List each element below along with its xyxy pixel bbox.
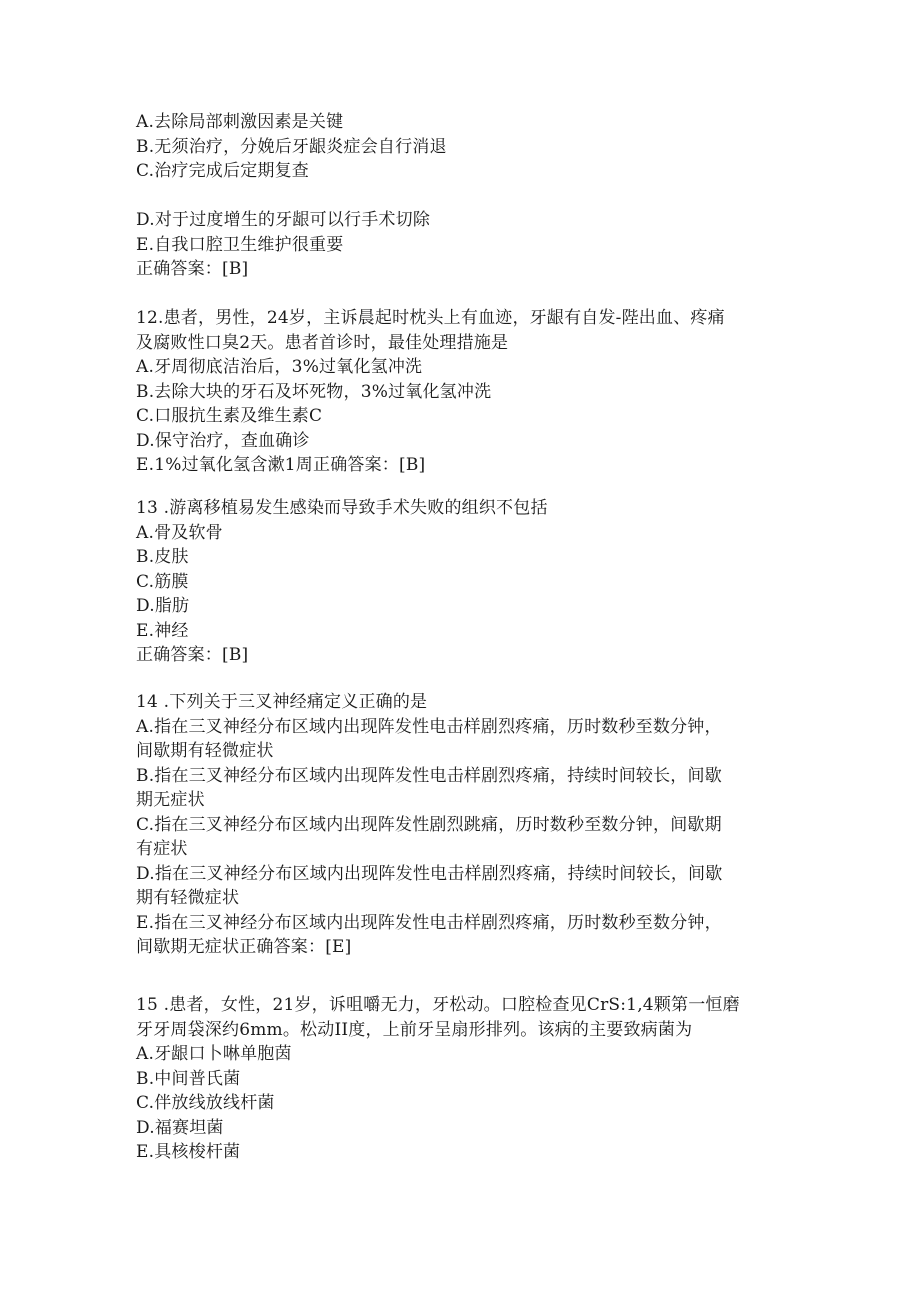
option-e: E.神经	[136, 620, 189, 641]
option-e: E.具核梭杆菌	[136, 1142, 241, 1162]
option-a: A.去除局部刺激因素是关键	[136, 112, 344, 132]
q11-options-part2	[136, 208, 796, 282]
option-e: E.自我口腔卫生维护很重要	[136, 234, 344, 255]
option-d: D.对于过度增生的牙龈可以行手术切除	[136, 210, 431, 230]
option-e-answer: 间歇期无症状正确答案：[E]	[136, 937, 352, 957]
option-d: D.脂肪	[136, 596, 190, 616]
option-b: B.去除大块的牙石及坏死物，3%过氧化氢冲洗	[136, 381, 492, 402]
option-d: D.指在三叉神经分布区域内出现阵发性电击样剧烈疼痛，持续时间较长，间歇	[136, 863, 723, 884]
option-a: A.骨及软骨	[136, 522, 223, 543]
question-12	[136, 306, 796, 478]
option-d: D.保守治疗，查血确诊	[136, 430, 310, 451]
option-c: C.伴放线放线杆菌	[136, 1093, 275, 1113]
question-stem: 14 .下列关于三叉神经痛定义正确的是	[136, 692, 428, 712]
option-c: C.口服抗生素及维生素C	[136, 406, 323, 426]
question-13	[136, 496, 796, 668]
option-a-cont: 间歇期有轻微症状	[136, 741, 274, 761]
option-c: C.筋膜	[136, 571, 189, 592]
option-b-cont: 期无症状	[136, 790, 205, 810]
option-c: C.治疗完成后定期复查	[136, 161, 310, 181]
question-stem: 12.患者，男性，24岁，主诉晨起时枕头上有血迹，牙龈有自发-陛出血、疼痛	[136, 308, 725, 328]
option-a: A.指在三叉神经分布区域内出现阵发性电击样剧烈疼痛，历时数秒至数分钟，	[136, 716, 722, 737]
option-b: B.无须治疗，分娩后牙龈炎症会自行消退	[136, 136, 447, 157]
option-a: A.牙龈口卜啉单胞茵	[136, 1044, 292, 1064]
answer: 正确答案：[B]	[136, 645, 249, 665]
question-stem-cont: 及腐败性口臭2天。患者首诊时，最佳处理措施是	[136, 332, 509, 353]
option-b: B.皮肤	[136, 547, 189, 567]
option-e-answer: E.1%过氧化氢含漱1周正确答案：[B]	[136, 455, 426, 475]
option-b: B.中间普氏菌	[136, 1068, 241, 1089]
option-d: D.福赛坦菌	[136, 1117, 224, 1138]
option-e: E.指在三叉神经分布区域内出现阵发性电击样剧烈疼痛，历时数秒至数分钟，	[136, 912, 722, 933]
option-a: A.牙周彻底洁治后，3%过氧化氢冲洗	[136, 357, 423, 377]
question-15	[136, 993, 796, 1165]
option-d-cont: 期有轻微症状	[136, 888, 240, 908]
q11-options-part1	[136, 110, 796, 184]
question-stem-cont: 牙牙周袋深约6mm。松动II度，上前牙呈扇形排列。该病的主要致病菌为	[136, 1019, 693, 1040]
question-stem: 15 .患者，女性，21岁，诉咀嚼无力，牙松动。口腔检查见CrS:1,4颗第一恒磨	[136, 995, 740, 1015]
question-14	[136, 690, 796, 960]
question-stem: 13 .游离移植易发生感染而导致手术失败的组织不包括	[136, 498, 548, 518]
option-b: B.指在三叉神经分布区域内出现阵发性电击样剧烈疼痛，持续时间较长，间歇	[136, 765, 722, 786]
option-c: C.指在三叉神经分布区域内出现阵发性剧烈跳痛，历时数秒至数分钟，间歇期	[136, 814, 722, 835]
answer: 正确答案：[B]	[136, 259, 249, 279]
option-c-cont: 有症状	[136, 839, 188, 859]
